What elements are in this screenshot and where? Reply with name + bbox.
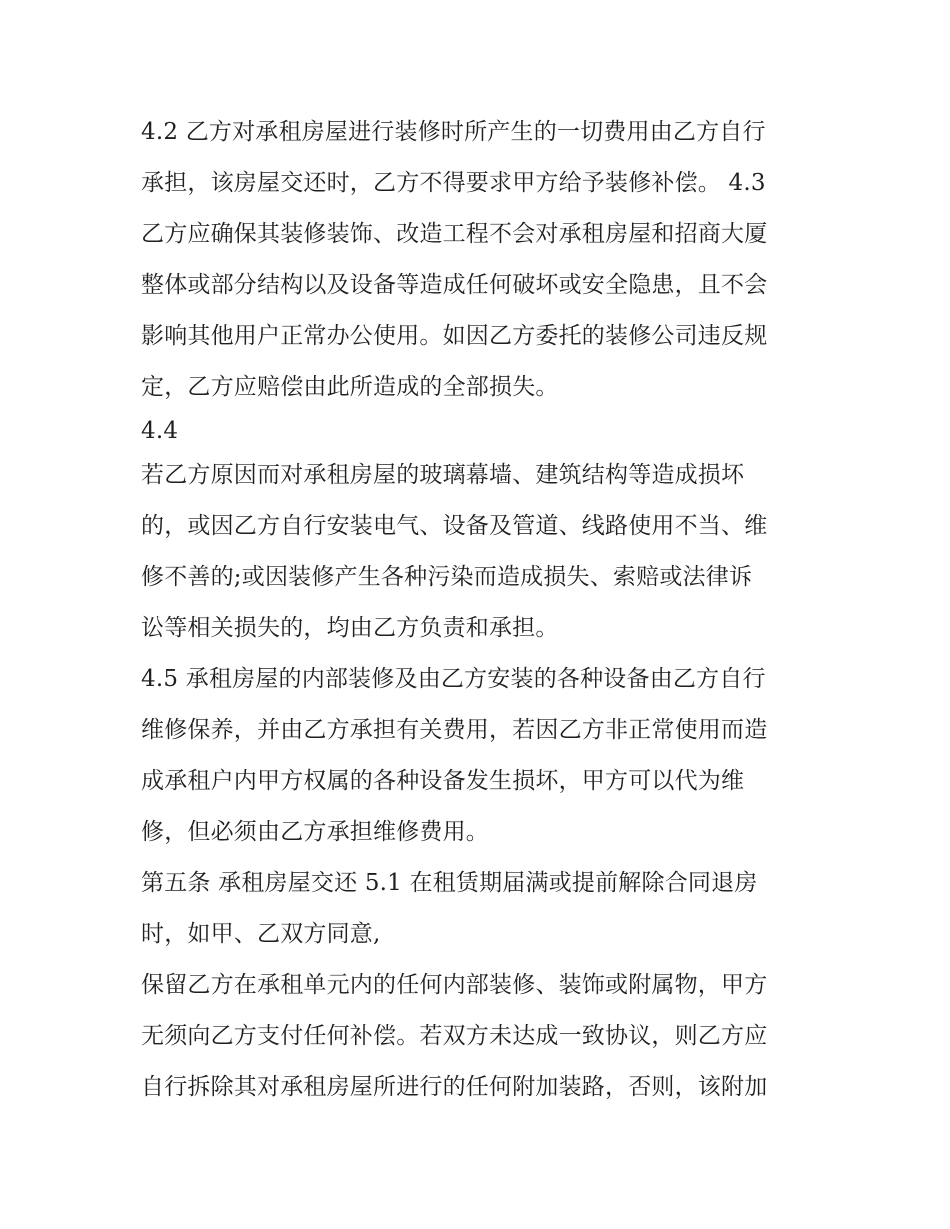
text-line: 第五条 承租房屋交还 5.1 在租赁期届满或提前解除合同退房: [141, 870, 758, 896]
text-line: 无须向乙方支付任何补偿。若双方未达成一致协议，则乙方应: [141, 1023, 768, 1049]
text-line: 的，或因乙方自行安装电气、设备及管道、线路使用不当、维: [141, 513, 768, 539]
text-line: 自行拆除其对承租房屋所进行的任何附加装路，否则，该附加: [141, 1074, 768, 1100]
text-line: 时，如甲、乙双方同意,: [141, 921, 381, 947]
text-line: 承担，该房屋交还时，乙方不得要求甲方给予装修补偿。 4.3: [141, 170, 766, 196]
text-line: 4.5 承租房屋的内部装修及由乙方安装的各种设备由乙方自行: [141, 666, 766, 692]
text-line: 修不善的;或因装修产生各种污染而造成损失、索赔或法律诉: [141, 564, 753, 590]
text-line: 4.2 乙方对承租房屋进行装修时所产生的一切费用由乙方自行: [141, 119, 766, 145]
text-line: 讼等相关损失的，均由乙方负责和承担。: [141, 615, 559, 641]
text-line: 保留乙方在承租单元内的任何内部装修、装饰或附属物，甲方: [141, 972, 768, 998]
text-line: 若乙方原因而对承租房屋的玻璃幕墙、建筑结构等造成损坏: [141, 462, 745, 488]
document-body: [141, 107, 821, 1113]
text-line: 定，乙方应赔偿由此所造成的全部损失。: [141, 374, 559, 400]
text-line: 成承租户内甲方权属的各种设备发生损坏，甲方可以代为维: [141, 768, 745, 794]
text-line: 修，但必须由乙方承担维修费用。: [141, 819, 489, 845]
text-line: 乙方应确保其装修装饰、改造工程不会对承租房屋和招商大厦: [141, 221, 768, 247]
text-line: 影响其他用户正常办公使用。如因乙方委托的装修公司违反规: [141, 323, 768, 349]
text-line: 整体或部分结构以及设备等造成任何破坏或安全隐患，且不会: [141, 272, 768, 298]
text-line: 维修保养，并由乙方承担有关费用，若因乙方非正常使用而造: [141, 717, 768, 743]
section-number: 4.4: [141, 418, 179, 444]
